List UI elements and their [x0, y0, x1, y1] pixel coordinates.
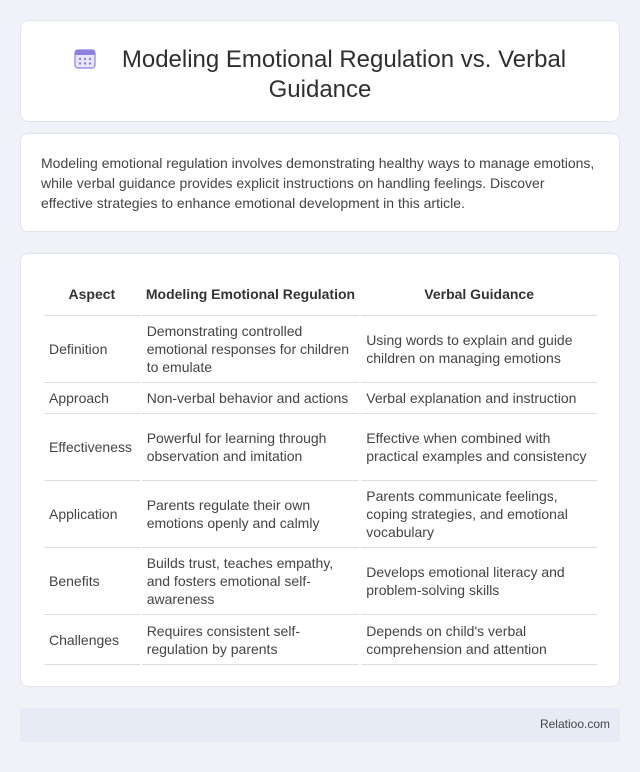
- row-modeling: Builds trust, teaches empathy, and fosters emotional self-awareness: [142, 548, 360, 615]
- row-aspect: Effectiveness: [44, 414, 140, 481]
- header-verbal: Verbal Guidance: [361, 274, 597, 316]
- table-card: [20, 253, 620, 687]
- row-aspect: Challenges: [44, 615, 140, 665]
- row-aspect: Definition: [44, 316, 140, 383]
- footer: [20, 708, 620, 742]
- table-header-row: [44, 274, 597, 316]
- row-modeling: Non-verbal behavior and actions: [142, 383, 360, 414]
- row-verbal: Using words to explain and guide children on managing emotions: [361, 316, 597, 383]
- row-aspect: Benefits: [44, 548, 140, 615]
- intro-card: [20, 133, 620, 232]
- table-row: [44, 383, 597, 414]
- row-verbal: Depends on child's verbal comprehension and attention: [361, 615, 597, 665]
- page-title-text: Modeling Emotional Regulation vs. Verbal Guidance: [121, 46, 567, 103]
- intro-text: Modeling emotional regulation involves demonstrating healthy ways to manage emotions, while verbal guidance provides explicit instructions on handling feelings. Discover effective strategies to enhance emotional development in this article.: [41, 155, 595, 211]
- row-verbal: Verbal explanation and instruction: [361, 383, 597, 414]
- footer-brand[interactable]: Relatioo.com: [539, 717, 610, 731]
- row-modeling: Requires consistent self-regulation by parents: [142, 615, 360, 665]
- row-verbal: Parents communicate feelings, coping strategies, and emotional vocabulary: [361, 481, 597, 548]
- table-row: [44, 548, 597, 615]
- comparison-table: [42, 274, 599, 665]
- page-title: [21, 45, 619, 105]
- header-modeling: Modeling Emotional Regulation: [142, 274, 360, 316]
- row-verbal: Effective when combined with practical examples and consistency: [361, 414, 597, 481]
- table-row: [44, 615, 597, 665]
- table-row: [44, 316, 597, 383]
- row-modeling: Demonstrating controlled emotional responses for children to emulate: [142, 316, 360, 383]
- table-row: [44, 414, 597, 481]
- header-aspect: Aspect: [44, 274, 140, 316]
- table-row: [44, 481, 597, 548]
- title-card: [20, 20, 620, 122]
- row-aspect: Application: [44, 481, 140, 548]
- row-modeling: Parents regulate their own emotions openly and calmly: [142, 481, 360, 548]
- row-aspect: Approach: [44, 383, 140, 414]
- calendar-icon: [74, 47, 96, 69]
- row-modeling: Powerful for learning through observation and imitation: [142, 414, 360, 481]
- row-verbal: Develops emotional literacy and problem-solving skills: [361, 548, 597, 615]
